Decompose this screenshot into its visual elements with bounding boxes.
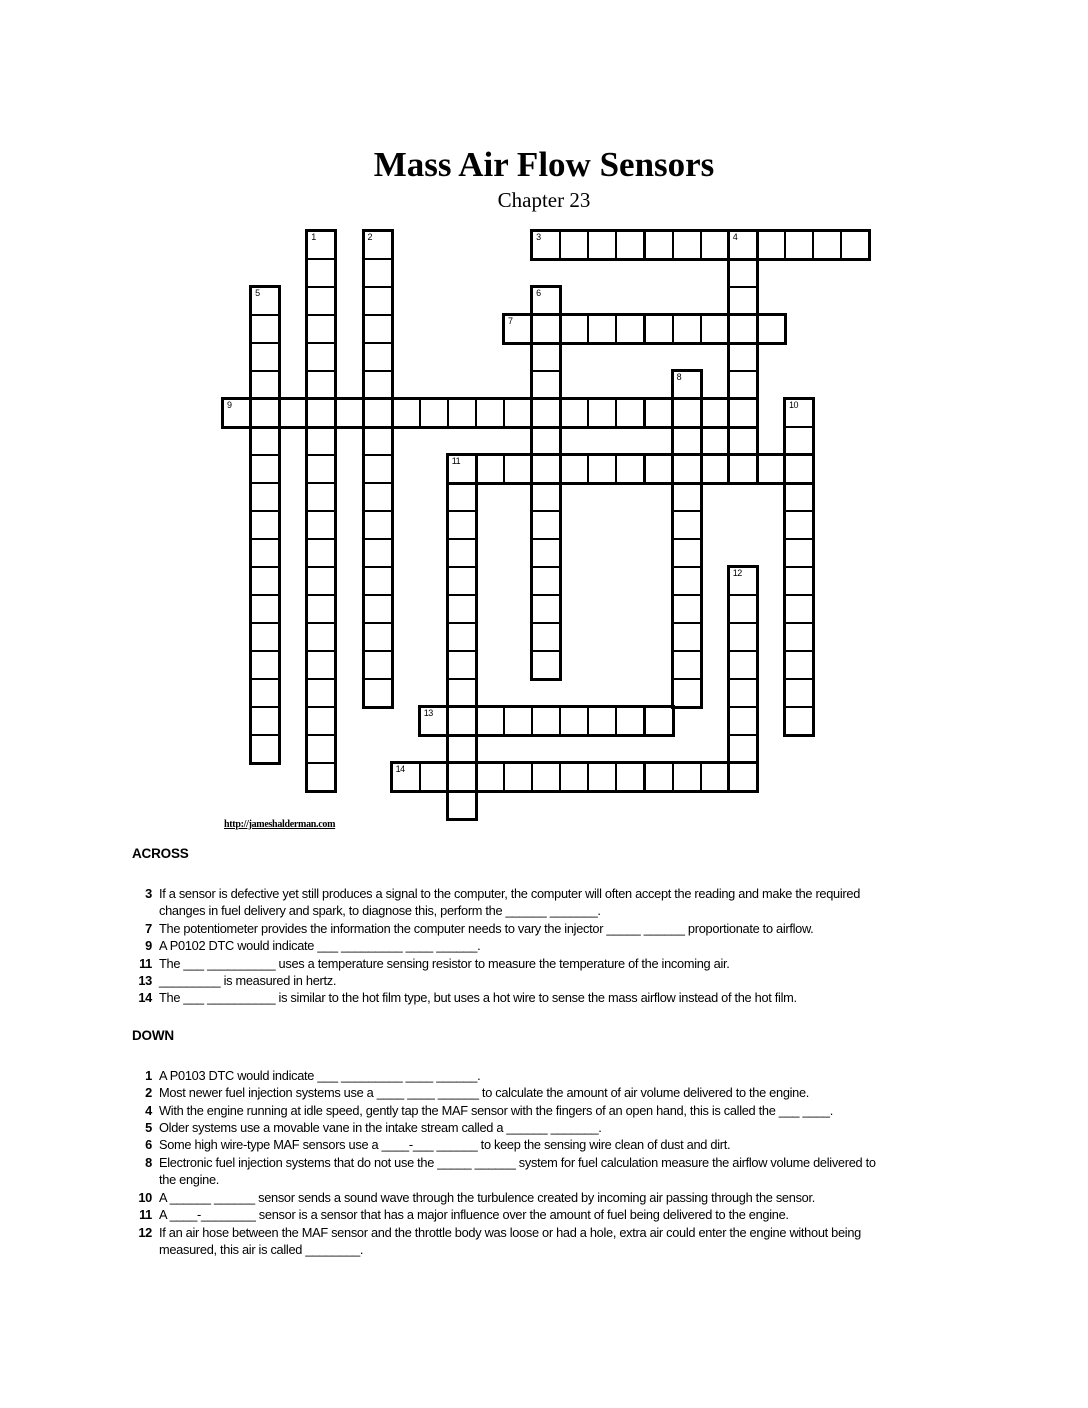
cell-number: 6 [536, 288, 541, 298]
cell-number: 3 [536, 232, 541, 242]
grid-cell[interactable] [531, 286, 561, 316]
grid-cell[interactable] [756, 230, 786, 260]
clue-text: A ______ ______ sensor sends a sound wave through the turbulence created by incoming air passing through the sensor. [159, 1189, 815, 1205]
grid-cell[interactable] [306, 482, 336, 512]
grid-cell[interactable] [728, 454, 758, 484]
grid-cell[interactable] [587, 454, 617, 484]
cell-number: 1 [311, 232, 316, 242]
grid-cell[interactable] [700, 398, 730, 428]
clue-number: 1 [145, 1067, 152, 1083]
grid-cell[interactable] [728, 258, 758, 288]
grid-cell[interactable] [728, 734, 758, 764]
across-clue-list [132, 885, 907, 1007]
grid-cell[interactable] [531, 314, 561, 344]
grid-cell[interactable] [363, 342, 393, 372]
grid-cell[interactable] [700, 454, 730, 484]
clue-number: 8 [145, 1154, 152, 1170]
grid-cell[interactable] [644, 398, 674, 428]
grid-cell[interactable] [363, 594, 393, 624]
grid-cell[interactable] [363, 370, 393, 400]
down-header: DOWN [132, 1027, 174, 1043]
grid-cell[interactable] [756, 454, 786, 484]
grid-cell[interactable] [447, 454, 477, 484]
grid-cell[interactable] [363, 286, 393, 316]
grid-cell[interactable] [784, 426, 814, 456]
cell-number: 9 [227, 400, 232, 410]
clue-text: If an air hose between the MAF sensor and the throttle body was loose or had a hole, extra air could enter the engine without being measured, this air is called ________. [159, 1224, 861, 1257]
clue-number: 6 [145, 1137, 152, 1153]
grid-cell[interactable] [615, 454, 645, 484]
grid-cell[interactable] [475, 762, 505, 792]
grid-cell[interactable] [503, 314, 533, 344]
grid-cell[interactable] [363, 258, 393, 288]
grid-cell[interactable] [419, 398, 449, 428]
grid-cell[interactable] [784, 398, 814, 428]
cell-number: 5 [255, 288, 260, 298]
grid-cell[interactable] [615, 762, 645, 792]
grid-cell[interactable] [447, 566, 477, 596]
grid-cell[interactable] [700, 762, 730, 792]
clue-number: 11 [139, 1207, 152, 1223]
grid-cell[interactable] [672, 678, 702, 708]
grid-cell[interactable] [531, 510, 561, 540]
grid-cell[interactable] [363, 510, 393, 540]
grid-cell[interactable] [475, 454, 505, 484]
grid-cell[interactable] [784, 594, 814, 624]
grid-cell[interactable] [447, 622, 477, 652]
grid-cell[interactable] [672, 622, 702, 652]
grid-cell[interactable] [306, 706, 336, 736]
grid-cell[interactable] [363, 678, 393, 708]
grid-cell[interactable] [728, 230, 758, 260]
grid-cell[interactable] [644, 230, 674, 260]
grid-cell[interactable] [756, 314, 786, 344]
clue-text: A ____-________ sensor is a sensor that has a major influence over the amount of fuel being delivered to the engine. [159, 1207, 789, 1223]
grid-cell[interactable] [672, 370, 702, 400]
clue-item [132, 989, 907, 1006]
grid-cell[interactable] [306, 230, 336, 260]
grid-cell[interactable] [503, 706, 533, 736]
cell-number: 2 [367, 232, 373, 242]
clue-number: 9 [145, 938, 152, 954]
grid-cell[interactable] [250, 706, 280, 736]
grid-cell[interactable] [250, 286, 280, 316]
cell-number: 4 [732, 232, 738, 242]
cell-number: 14 [395, 764, 405, 774]
grid-cell[interactable] [306, 370, 336, 400]
clue-text: Electronic fuel injection systems that do not use the _____ ______ system for fuel calculation measure the airflow volume delivered to the engine. [159, 1154, 876, 1188]
grid-cell[interactable] [363, 314, 393, 344]
grid-cell[interactable] [784, 482, 814, 512]
clue-text: The potentiometer provides the information the computer needs to vary the injector _____ ______ proportionate to airflow. [159, 920, 814, 936]
grid-cell[interactable] [728, 566, 758, 596]
grid-cell[interactable] [531, 482, 561, 512]
grid-cell[interactable] [447, 706, 477, 736]
grid-cell[interactable] [250, 678, 280, 708]
clue-item [132, 1224, 907, 1259]
clue-number: 11 [139, 955, 152, 971]
grid-cell[interactable] [615, 398, 645, 428]
grid-cell[interactable] [728, 342, 758, 372]
grid-cell[interactable] [250, 454, 280, 484]
credit-link[interactable]: http://jameshalderman.com [224, 819, 336, 830]
grid-cell[interactable] [728, 398, 758, 428]
grid-cell[interactable] [250, 398, 280, 428]
grid-cell[interactable] [559, 398, 589, 428]
grid-cell[interactable] [447, 762, 477, 792]
grid-cell[interactable] [559, 454, 589, 484]
clues-section [132, 846, 907, 1258]
grid-cell[interactable] [587, 230, 617, 260]
clue-number: 14 [138, 990, 152, 1006]
clue-item [132, 955, 907, 972]
grid-cell[interactable] [559, 762, 589, 792]
grid-cell[interactable] [672, 650, 702, 680]
grid-cell[interactable] [334, 398, 364, 428]
clue-item [132, 1154, 907, 1189]
grid-cell[interactable] [250, 314, 280, 344]
clue-text: The ___ __________ is similar to the hot film type, but uses a hot wire to sense the mass airflow instead of the hot film. [159, 990, 797, 1006]
clue-item [132, 1102, 907, 1119]
grid-cell[interactable] [306, 734, 336, 764]
clue-item [132, 1206, 907, 1223]
clue-item [132, 972, 907, 989]
grid-cell[interactable] [644, 762, 674, 792]
grid-cell[interactable] [672, 482, 702, 512]
grid-cell[interactable] [250, 566, 280, 596]
grid-cell[interactable] [250, 734, 280, 764]
grid-cell[interactable] [728, 706, 758, 736]
grid-cell[interactable] [728, 678, 758, 708]
grid-cell[interactable] [784, 454, 814, 484]
grid-cell[interactable] [784, 678, 814, 708]
grid-cell[interactable] [615, 230, 645, 260]
grid-cell[interactable] [306, 454, 336, 484]
clue-item [132, 1067, 907, 1084]
grid-cell[interactable] [250, 426, 280, 456]
clue-text: If a sensor is defective yet still produces a signal to the computer, the computer will often accept the reading and make the required changes in fuel delivery and spark, to diagnose this, perform the ______ _______. [159, 886, 861, 919]
grid-cell[interactable] [700, 314, 730, 344]
grid-cell[interactable] [419, 762, 449, 792]
grid-cell[interactable] [363, 622, 393, 652]
grid-cell[interactable] [672, 566, 702, 596]
page-title: Mass Air Flow Sensors [373, 145, 715, 184]
grid-cell[interactable] [306, 510, 336, 540]
clue-item [132, 1119, 907, 1136]
grid-cell[interactable] [306, 538, 336, 568]
grid-cell[interactable] [672, 594, 702, 624]
grid-cell[interactable] [391, 762, 421, 792]
clue-text: With the engine running at idle speed, gently tap the MAF sensor with the fingers of an open hand, this is called the ___ ____. [159, 1102, 834, 1118]
grid-cell[interactable] [672, 314, 702, 344]
grid-cell[interactable] [250, 482, 280, 512]
grid-cell[interactable] [363, 650, 393, 680]
grid-cell[interactable] [503, 454, 533, 484]
clue-text: Some high wire-type MAF sensors use a ____-___ ______ to keep the sensing wire clean of dust and dirt. [159, 1137, 731, 1153]
grid-cell[interactable] [475, 706, 505, 736]
grid-cell[interactable] [531, 594, 561, 624]
grid-cell[interactable] [306, 426, 336, 456]
clue-text: A P0103 DTC would indicate ___ _________ ____ ______. [159, 1067, 481, 1083]
grid-cell[interactable] [363, 398, 393, 428]
grid-cell[interactable] [447, 538, 477, 568]
grid-cell[interactable] [250, 342, 280, 372]
grid-cell[interactable] [363, 230, 393, 260]
grid-cell[interactable] [728, 594, 758, 624]
grid-cell[interactable] [559, 314, 589, 344]
clue-item [132, 885, 907, 920]
grid-cell[interactable] [672, 398, 702, 428]
grid-cell[interactable] [531, 342, 561, 372]
grid-cell[interactable] [250, 650, 280, 680]
grid-cell[interactable] [363, 482, 393, 512]
grid-cell[interactable] [503, 398, 533, 428]
grid-cell[interactable] [250, 594, 280, 624]
clue-item [132, 920, 907, 937]
grid-cell[interactable] [531, 706, 561, 736]
grid-cell[interactable] [250, 370, 280, 400]
grid-cell[interactable] [644, 706, 674, 736]
clue-number: 7 [145, 920, 152, 936]
grid-cell[interactable] [784, 622, 814, 652]
clue-text: _________ is measured in hertz. [159, 973, 337, 989]
down-clue-list [132, 1067, 907, 1258]
grid-cell[interactable] [531, 762, 561, 792]
page-subtitle: Chapter 23 [497, 188, 591, 212]
grid-cell[interactable] [306, 678, 336, 708]
grid-cell[interactable] [306, 566, 336, 596]
clue-item [132, 1189, 907, 1206]
clue-text: The ___ __________ uses a temperature sensing resistor to measure the temperature of the incoming air. [159, 955, 730, 971]
grid-cell[interactable] [306, 258, 336, 288]
grid-cell[interactable] [728, 622, 758, 652]
grid-cell[interactable] [447, 510, 477, 540]
grid-cell[interactable] [447, 398, 477, 428]
grid-cell[interactable] [306, 398, 336, 428]
grid-cell[interactable] [728, 314, 758, 344]
clue-number: 13 [138, 973, 152, 989]
grid-cell[interactable] [391, 398, 421, 428]
grid-cell[interactable] [812, 230, 842, 260]
grid-cell[interactable] [531, 398, 561, 428]
grid-cell[interactable] [559, 706, 589, 736]
cell-number: 10 [789, 400, 799, 410]
clue-text: A P0102 DTC would indicate ___ _________ ____ ______. [159, 938, 481, 954]
grid-cell[interactable] [531, 566, 561, 596]
clue-text: Most newer fuel injection systems use a ____ ____ ______ to calculate the amount of air volume delivered to the engine. [159, 1085, 810, 1101]
grid-cell[interactable] [644, 454, 674, 484]
grid-cell[interactable] [784, 650, 814, 680]
clue-item [132, 1084, 907, 1101]
grid-cell[interactable] [531, 370, 561, 400]
grid-cell[interactable] [306, 342, 336, 372]
clue-item [132, 937, 907, 954]
grid-cell[interactable] [250, 538, 280, 568]
grid-cell[interactable] [447, 678, 477, 708]
grid-cell[interactable] [447, 482, 477, 512]
clue-item [132, 1136, 907, 1153]
crossword-grid [222, 230, 872, 822]
grid-cell[interactable] [306, 314, 336, 344]
grid-cell[interactable] [587, 398, 617, 428]
across-header: ACROSS [132, 846, 189, 861]
cell-number: 11 [451, 456, 461, 466]
grid-cell[interactable] [672, 426, 702, 456]
grid-cell[interactable] [784, 510, 814, 540]
clue-number: 2 [145, 1085, 152, 1101]
grid-cell[interactable] [672, 762, 702, 792]
grid-cell[interactable] [250, 622, 280, 652]
grid-cell[interactable] [363, 538, 393, 568]
grid-cell[interactable] [587, 762, 617, 792]
grid-cell[interactable] [531, 230, 561, 260]
grid-cell[interactable] [672, 510, 702, 540]
grid-cell[interactable] [306, 762, 336, 792]
grid-cell[interactable] [447, 650, 477, 680]
grid-cell[interactable] [222, 398, 252, 428]
clue-number: 3 [145, 886, 152, 901]
grid-cell[interactable] [784, 566, 814, 596]
grid-cell[interactable] [587, 706, 617, 736]
grid-cell[interactable] [672, 538, 702, 568]
grid-cell[interactable] [475, 398, 505, 428]
grid-cell[interactable] [728, 426, 758, 456]
grid-cell[interactable] [559, 230, 589, 260]
grid-cell[interactable] [644, 314, 674, 344]
grid-cell[interactable] [531, 426, 561, 456]
grid-cell[interactable] [531, 650, 561, 680]
cell-number: 8 [676, 372, 682, 382]
grid-cell[interactable] [306, 594, 336, 624]
grid-cell[interactable] [728, 370, 758, 400]
grid-cell[interactable] [447, 734, 477, 764]
clue-text: Older systems use a movable vane in the intake stream called a ______ _______. [159, 1120, 602, 1136]
grid-cell[interactable] [672, 454, 702, 484]
cell-number: 13 [423, 708, 433, 718]
grid-cell[interactable] [587, 314, 617, 344]
grid-cell[interactable] [784, 538, 814, 568]
grid-cell[interactable] [503, 762, 533, 792]
grid-cell[interactable] [728, 762, 758, 792]
grid-cell[interactable] [531, 454, 561, 484]
grid-cell[interactable] [615, 314, 645, 344]
grid-cell[interactable] [784, 230, 814, 260]
grid-cell[interactable] [531, 538, 561, 568]
grid-cell[interactable] [447, 790, 477, 820]
grid-cell[interactable] [363, 426, 393, 456]
grid-cell[interactable] [700, 230, 730, 260]
cell-number: 12 [732, 568, 742, 578]
grid-cell[interactable] [419, 706, 449, 736]
grid-cell[interactable] [278, 398, 308, 428]
grid-cell[interactable] [306, 286, 336, 316]
grid-cell[interactable] [784, 706, 814, 736]
grid-cell[interactable] [306, 622, 336, 652]
grid-cell[interactable] [531, 622, 561, 652]
clue-number: 10 [138, 1189, 152, 1205]
grid-cell[interactable] [728, 650, 758, 680]
cell-number: 7 [508, 316, 513, 326]
clue-number: 12 [138, 1224, 152, 1240]
grid-cell[interactable] [728, 286, 758, 316]
grid-cell[interactable] [615, 706, 645, 736]
clue-number: 5 [145, 1120, 152, 1136]
clue-number: 4 [145, 1102, 152, 1118]
grid-cell[interactable] [363, 454, 393, 484]
grid-cell[interactable] [447, 594, 477, 624]
grid-cell[interactable] [363, 566, 393, 596]
grid-cell[interactable] [250, 510, 280, 540]
grid-cell[interactable] [306, 650, 336, 680]
grid-cell[interactable] [672, 230, 702, 260]
grid-cell[interactable] [840, 230, 870, 260]
